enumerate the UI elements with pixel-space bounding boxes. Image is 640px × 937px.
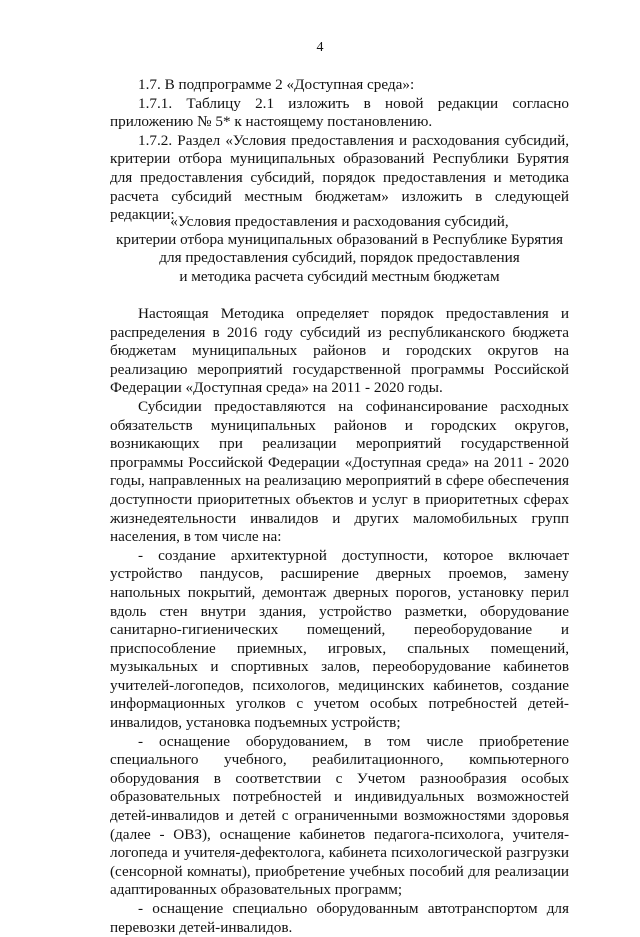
list-item-architectural-accessibility: - создание архитектурной доступности, которое включает устройство пандусов, расширение дверных проемов, замену напольных покрытий, демонтаж дверных порогов, установку перил вдоль стен внутри здания, устройство разметки, оборудование санитарно-гигиенических помещений, переоборудование и приспособление приемных, игровых, спальных помещений, музыкальных и спортивных залов, переоборудование кабинетов учителей-логопедов, психологов, медицинских кабинетов, создание информационных уголков с учетом особых потребностей детей-инвалидов, установка подъемных устройств;: [110, 546, 569, 732]
heading-line: для предоставления субсидий, порядок предоставления: [159, 249, 520, 267]
intro-section: [110, 76, 569, 225]
list-item-equipment: - оснащение оборудованием, в том числе приобретение специального учебного, реабилитационного, компьютерного оборудования в соответствии с Учетом разнообразия особых образовательных потребностей и индивидуальных возможностей детей-инвалидов и детей с ограниченными возможностями здоровья (далее - ОВЗ), оснащение кабинетов педагога-психолога, учителя-логопеда и учителя-дефектолога, кабинета психологической разгрузки (сенсорной комнаты), приобретение учебных пособий для реализации адаптированных образовательных программ;: [110, 732, 569, 899]
clause-1-7: 1.7. В подпрограмме 2 «Доступная среда»:: [138, 76, 415, 93]
methodology-body: [110, 305, 569, 937]
list-item-transport: - оснащение специально оборудованным автотранспортом для перевозки детей-инвалидов.: [110, 900, 569, 936]
page-number: 4: [316, 40, 324, 55]
heading-line: «Условия предоставления и расходования субсидий,: [170, 213, 509, 230]
clause-1-7-2: 1.7.2. Раздел «Условия предоставления и расходования субсидий, критерии отбора муниципальных образований Республики Бурятия для предоставления субсидий, порядок предоставления и методика расчета субсидий местным бюджетам» изложить в следующей редакции:: [110, 131, 569, 224]
heading-line: критерии отбора муниципальных образований в Республике Бурятия: [115, 231, 564, 249]
methodology-scope-paragraph: Настоящая Методика определяет порядок предоставления и распределения в 2016 году субсидий из республиканского бюджета бюджетам муниципальных районов и городских округов на реализацию мероприятий государственной программы Российской Федерации «Доступная среда» на 2011 - 2020 годы.: [110, 305, 569, 397]
heading-line: и методика расчета субсидий местным бюджетам: [179, 267, 500, 285]
subsidy-purpose-paragraph: Субсидии предоставляются на софинансирование расходных обязательств муниципальных районов и городских округов, возникающих при реализации мероприятий государственной программы Российской Федерации «Доступная среда» на 2011 - 2020 годы, направленных на реализацию мероприятий в сфере обеспечения доступности приоритетных объектов и услуг в приоритетных сферах жизнедеятельности инвалидов и других маломобильных групп населения, в том числе на:: [110, 397, 569, 546]
section-heading: [110, 213, 569, 286]
clause-1-7-1: 1.7.1. Таблицу 2.1 изложить в новой редакции согласно приложению № 5* к настоящему постановлению.: [110, 94, 569, 131]
